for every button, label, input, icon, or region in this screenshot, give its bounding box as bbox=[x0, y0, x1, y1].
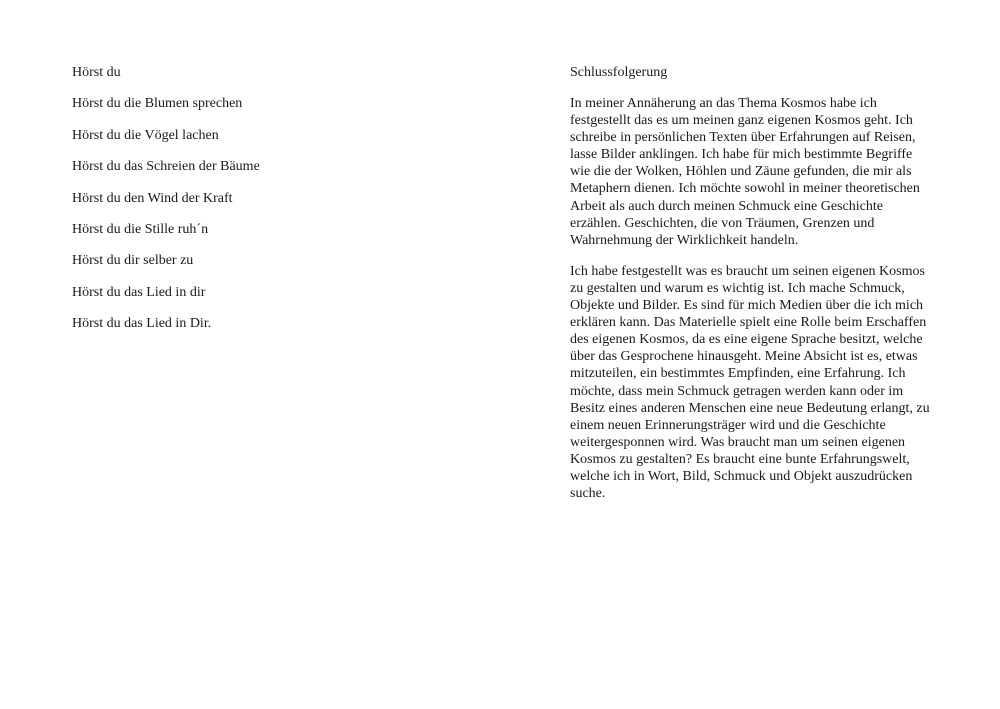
poem-line: Hörst du das Lied in dir bbox=[72, 284, 206, 300]
essay bbox=[570, 64, 932, 516]
poem-line: Hörst du den Wind der Kraft bbox=[72, 190, 233, 206]
section-title: Schlussfolgerung bbox=[570, 65, 668, 80]
poem bbox=[72, 64, 472, 347]
poem-line: Hörst du das Lied in Dir. bbox=[72, 316, 212, 332]
poem-line: Hörst du dir selber zu bbox=[72, 253, 194, 269]
poem-line: Hörst du bbox=[72, 65, 121, 80]
poem-line: Hörst du das Schreien der Bäume bbox=[72, 159, 260, 175]
essay-paragraph: Ich habe festgestellt was es braucht um seinen eigenen Kosmos zu gestalten und warum es wichtig ist. Ich mache Schmuck, Objekte und Bilder. Es sind für mich Medien über die ich mich erklären kann. Das Materielle spielt eine Rolle beim Erschaffen des eigenen Kosmos, da es eine eigene Sprache besitzt, welche über das Gesprochene hinausgeht. Meine Absicht ist es, etwas mitzuteilen, ein bestimmtes Empfinden, eine Erfahrung. Ich möchte, dass mein Schmuck getragen werden kann oder im Besitz eines anderen Menschen eine neue Bedeutung erlangt, zu einem neuen Erinnerungsträger wird und die Geschichte weitergesponnen wird. Was braucht man um seinen eigenen Kosmos zu gestalten? Es braucht eine bunte Erfahrungswelt, welche ich in Wort, Bild, Schmuck und Objekt auszudrücken suche. bbox=[570, 263, 930, 502]
essay-paragraph: In meiner Annäherung an das Thema Kosmos habe ich festgestellt das es um meinen ganz eigenen Kosmos geht. Ich schreibe in persönlichen Texten über Erfahrungen auf Reisen, lasse Bilder anklingen. Ich habe für mich bestimmte Begriffe wie die der Wolken, Höhlen und Zäune gefunden, die mir als Metaphern dienen. Ich möchte sowohl in meiner theoretischen Arbeit als auch durch meinen Schmuck eine Geschichte erzählen. Geschichten, die von Träumen, Grenzen und Wahrnehmung der Wirklichkeit handeln. bbox=[570, 96, 920, 248]
poem-line: Hörst du die Blumen sprechen bbox=[72, 96, 243, 112]
right-page bbox=[500, 0, 1000, 709]
poem-line: Hörst du die Stille ruh´n bbox=[72, 221, 209, 237]
poem-line: Hörst du die Vögel lachen bbox=[72, 127, 219, 143]
